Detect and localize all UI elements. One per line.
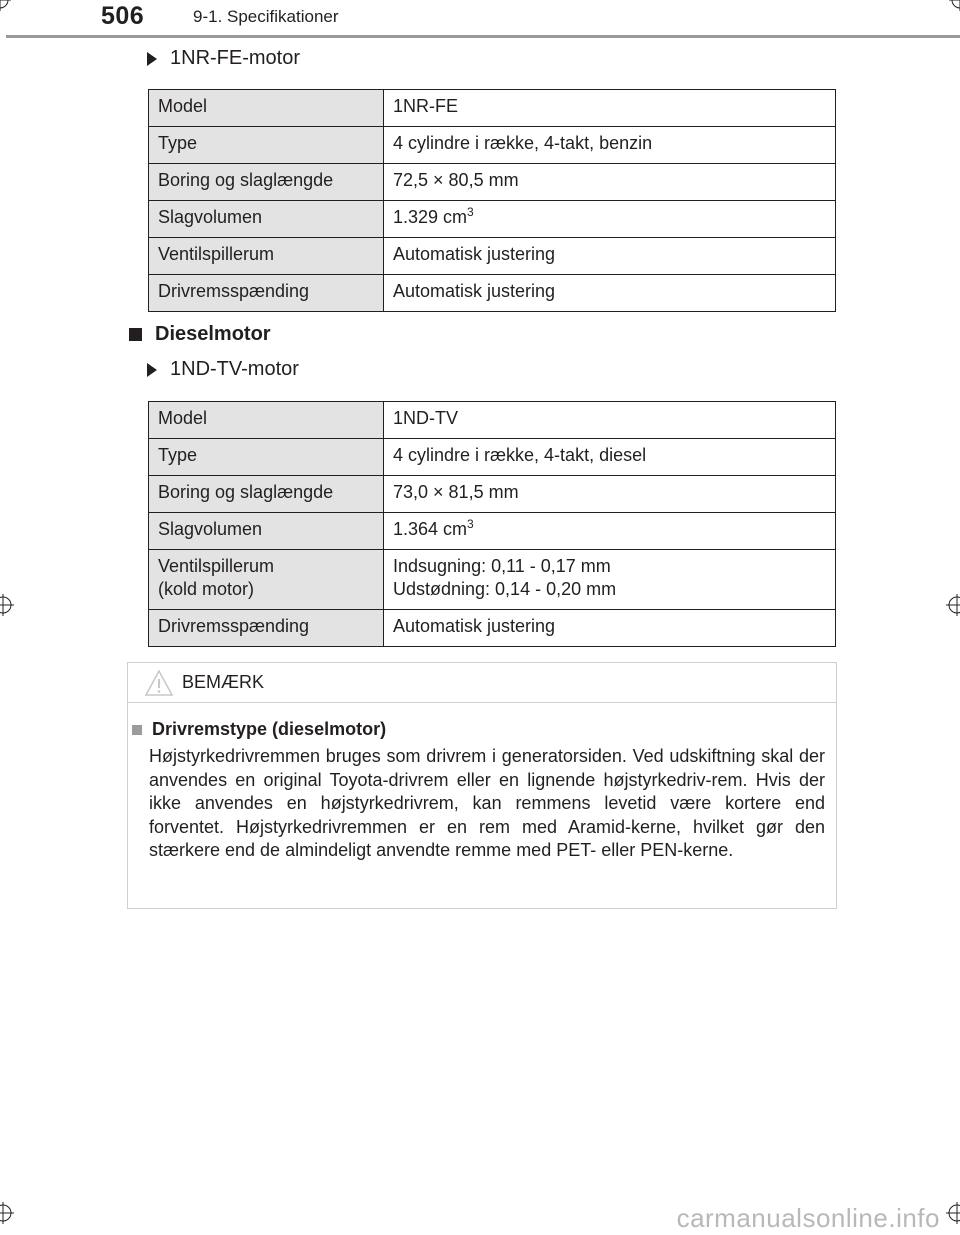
spec-value: Automatisk justering <box>384 610 836 647</box>
note-label: BEMÆRK <box>182 672 265 692</box>
table-row <box>149 439 836 476</box>
spec-value: Automatisk justering <box>384 238 836 275</box>
table-row <box>149 164 836 201</box>
note-header <box>128 663 836 703</box>
page-number: 506 <box>101 2 145 30</box>
table-row <box>149 513 836 550</box>
table-row <box>149 90 836 127</box>
square-bullet-icon <box>129 328 142 341</box>
spec-value: 4 cylindre i række, 4-takt, diesel <box>384 439 836 476</box>
spec-key: Boring og slaglængde <box>149 476 384 513</box>
note-body: Højstyrkedrivremmen bruges som drivrem i generatorsiden. Ved udskiftning skal der anvendes en original Toyota-drivrem eller en lignende højstyrkedriv-rem. Hvis der ikke anvendes en højstyrkedrivrem, kan remmens levetid være kortere end forventet. Højstyrkedrivremmen er en rem med Aramid-kerne, hvilket gør den stærkere end de almindeligt anvendte remme med PET- eller PEN-kerne. <box>149 746 825 860</box>
petrol-engine-heading <box>147 47 300 70</box>
spec-value-text: 1.329 cm <box>393 207 468 227</box>
registration-mark-icon <box>946 1202 960 1224</box>
diesel-engine-heading-text: 1ND-TV-motor <box>170 358 299 380</box>
spec-value: 73,0 × 81,5 mm <box>384 476 836 513</box>
spec-key <box>149 550 384 610</box>
spec-value: 72,5 × 80,5 mm <box>384 164 836 201</box>
header-divider <box>6 35 960 38</box>
spec-key: Model <box>149 402 384 439</box>
table-row <box>149 275 836 312</box>
spec-key: Boring og slaglængde <box>149 164 384 201</box>
spec-value <box>384 550 836 610</box>
footer-watermark: carmanualsonline.info <box>676 1203 940 1233</box>
superscript: 3 <box>467 205 474 219</box>
section-title: 9-1. Specifikationer <box>193 7 339 26</box>
spec-value: 1NR-FE <box>384 90 836 127</box>
spec-value-line: Indsugning: 0,11 - 0,17 mm <box>393 556 611 576</box>
spec-key: Slagvolumen <box>149 201 384 238</box>
spec-key: Type <box>149 439 384 476</box>
table-row <box>149 201 836 238</box>
note-subheading <box>128 719 386 740</box>
square-bullet-icon <box>132 725 142 735</box>
spec-key-line: Ventilspillerum <box>158 556 275 576</box>
spec-value <box>384 513 836 550</box>
note-box <box>127 662 837 909</box>
diesel-spec-table <box>148 401 836 647</box>
note-subheading-text: Drivremstype (dieselmotor) <box>152 719 387 739</box>
registration-mark-icon <box>0 594 14 616</box>
spec-value <box>384 201 836 238</box>
petrol-engine-heading-text: 1NR-FE-motor <box>170 47 301 69</box>
registration-mark-icon <box>949 0 960 11</box>
spec-key: Ventilspillerum <box>149 238 384 275</box>
diesel-section-heading <box>129 323 271 346</box>
arrow-bullet-icon <box>147 52 157 66</box>
spec-key: Slagvolumen <box>149 513 384 550</box>
spec-value: Automatisk justering <box>384 275 836 312</box>
spec-key: Type <box>149 127 384 164</box>
spec-key-line: (kold motor) <box>158 579 255 599</box>
diesel-section-heading-text: Dieselmotor <box>155 323 271 345</box>
spec-key: Drivremsspænding <box>149 275 384 312</box>
table-row <box>149 610 836 647</box>
superscript: 3 <box>467 517 474 531</box>
spec-key: Drivremsspænding <box>149 610 384 647</box>
spec-value: 1ND-TV <box>384 402 836 439</box>
table-row <box>149 550 836 610</box>
spec-value-text: 1.364 cm <box>393 519 468 539</box>
diesel-engine-heading <box>147 358 299 381</box>
table-row <box>149 402 836 439</box>
registration-mark-icon <box>946 594 960 616</box>
table-row <box>149 476 836 513</box>
spec-key: Model <box>149 90 384 127</box>
spec-value: 4 cylindre i række, 4-takt, benzin <box>384 127 836 164</box>
registration-mark-icon <box>0 0 11 11</box>
table-row <box>149 127 836 164</box>
warning-triangle-icon <box>144 669 174 697</box>
registration-mark-icon <box>0 1202 14 1224</box>
spec-value-line: Udstødning: 0,14 - 0,20 mm <box>393 579 617 599</box>
petrol-spec-table <box>148 89 836 312</box>
table-row <box>149 238 836 275</box>
arrow-bullet-icon <box>147 363 157 377</box>
